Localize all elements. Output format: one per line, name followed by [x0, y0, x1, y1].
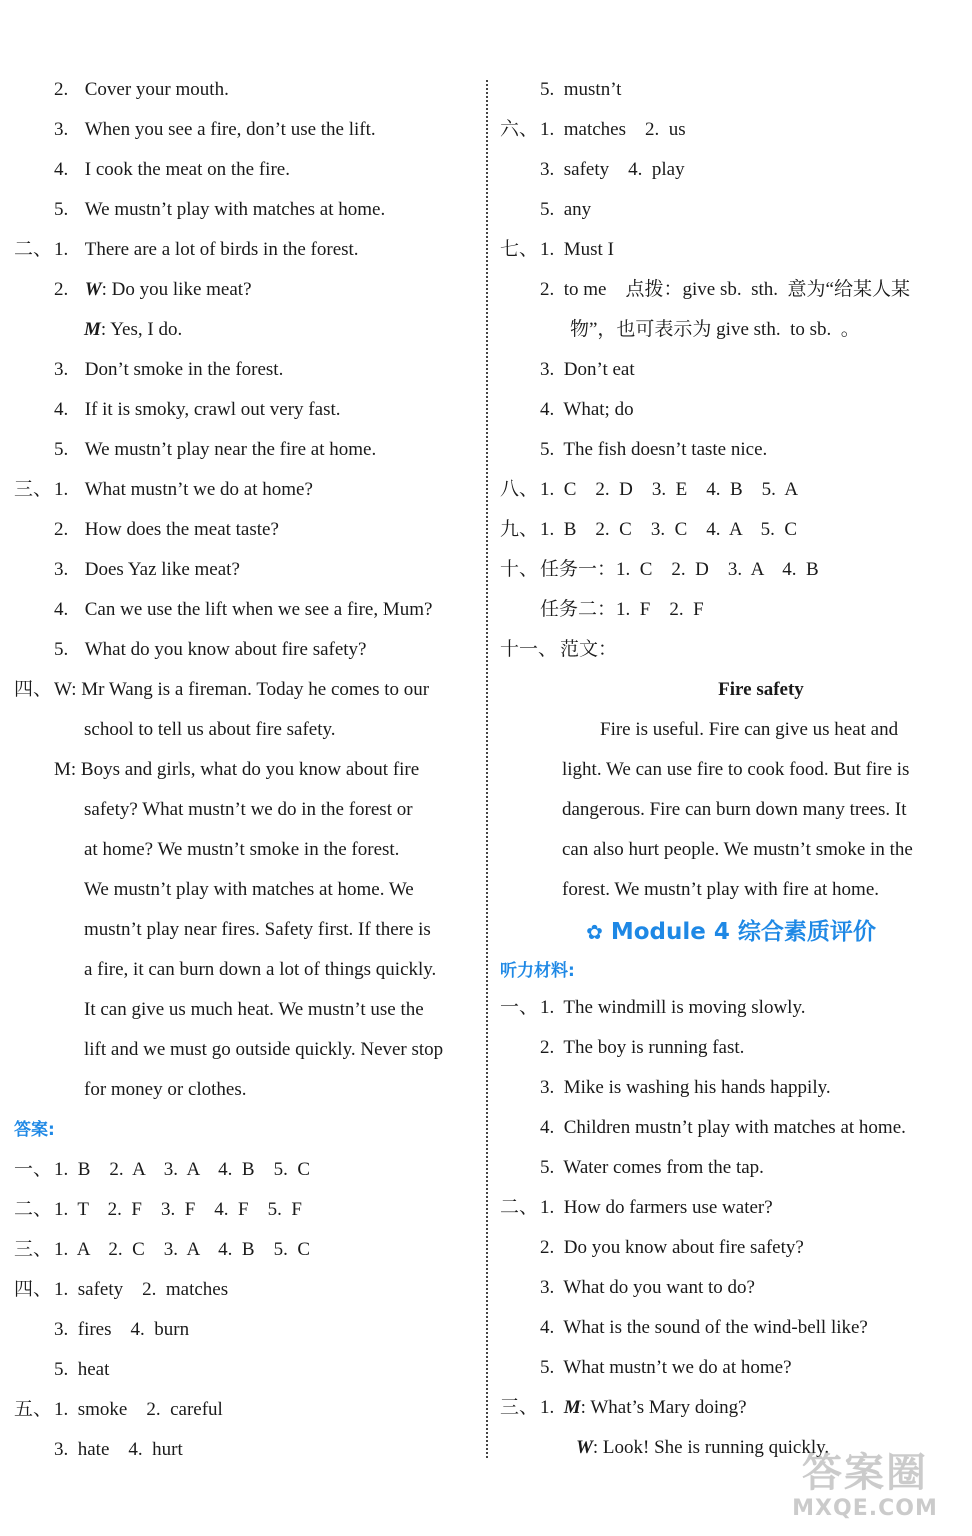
answer-row: 5. The fish doesn’t taste nice.	[540, 439, 768, 460]
answer-row: 十一、 范文：	[500, 630, 962, 670]
paragraph-line: We mustn’t play with matches at home. We	[84, 879, 414, 900]
list-item: 4. I cook the meat on the fire.	[54, 159, 290, 180]
paragraph-line: lift and we must go outside quickly. Never stop	[84, 1039, 444, 1060]
section-label: 一、	[500, 997, 539, 1018]
listening-item: 2. The boy is running fast.	[540, 1037, 745, 1058]
essay-line: forest. We mustn’t play with fire at home.	[562, 879, 880, 900]
answer-row: 3. hate 4. hurt	[54, 1439, 183, 1460]
section-label: 八、	[500, 479, 539, 500]
section-label: 三、	[14, 1239, 53, 1260]
answer-row: 5. heat	[54, 1359, 110, 1380]
section-label: 二、	[14, 1199, 53, 1220]
speaker-label: M	[563, 1397, 581, 1418]
speaker-label: M	[84, 319, 101, 340]
module-title: ✿ Module 4 综合素质评价	[500, 910, 962, 954]
section-label: 一、	[14, 1159, 53, 1180]
section-label: 七、	[500, 239, 539, 260]
answer-row: 二、 1. T 2. F 3. F 4. F 5. F	[14, 1190, 474, 1230]
listening-item: 3. What do you want to do?	[540, 1277, 755, 1298]
section-3-item-1: 三、 1. What mustn’t we do at home?	[14, 470, 474, 510]
answer-row: 3. fires 4. burn	[54, 1319, 190, 1340]
list-item: 4. Can we use the lift when we see a fire, Mum?	[54, 599, 433, 620]
section-4-w-line: 四、 W: Mr Wang is a fireman. Today he comes to our	[14, 670, 474, 710]
site-watermark	[770, 1450, 960, 1530]
answer-row: 五、 1. smoke 2. careful	[14, 1390, 474, 1430]
list-item: 5. We mustn’t play with matches at home.	[54, 199, 386, 220]
section-label: 四、	[14, 679, 53, 700]
answer-row: 4. What; do	[540, 399, 634, 420]
watermark-url: MXQE.COM	[792, 1496, 938, 1521]
answer-row: 3. safety 4. play	[540, 159, 685, 180]
answer-row: 四、 1. safety 2. matches	[14, 1270, 474, 1310]
list-item: 3. When you see a fire, don’t use the lift.	[54, 119, 376, 140]
answer-row: 十、 任务一：1. C 2. D 3. A 4. B	[500, 550, 962, 590]
list-item: 4. If it is smoky, crawl out very fast.	[54, 399, 341, 420]
section-label: 六、	[500, 119, 539, 140]
answer-row: 物”，也可表示为 give sth. to sb. 。	[570, 319, 860, 340]
listening-item: 4. Children mustn’t play with matches at home.	[540, 1117, 906, 1138]
answer-row: 2. to me 点拨：give sb. sth. 意为“给某人某	[540, 279, 910, 300]
answer-row: 任务二：1. F 2. F	[540, 599, 704, 620]
section-label: 三、	[500, 1397, 539, 1418]
listening-heading-row	[500, 954, 962, 988]
essay-line: can also hurt people. We mustn’t smoke in the	[562, 839, 913, 860]
answer-row: 3. Don’t eat	[540, 359, 635, 380]
list-item: M : Yes, I do.	[14, 310, 474, 350]
section-label: 九、	[500, 519, 539, 540]
paragraph-line: school to tell us about fire safety.	[84, 719, 336, 740]
left-column	[14, 70, 474, 1470]
list-item: 3. Does Yaz like meat?	[54, 559, 240, 580]
answers-heading: 答案:	[14, 1120, 55, 1140]
paragraph-line: It can give us much heat. We mustn’t use the	[84, 999, 424, 1020]
listening-item: 2. Do you know about fire safety?	[540, 1237, 804, 1258]
paragraph-line: mustn’t play near fires. Safety first. If there is	[84, 919, 431, 940]
list-item: 2. How does the meat taste?	[54, 519, 279, 540]
paw-icon: ✿	[586, 920, 603, 944]
list-item: 5. We mustn’t play near the fire at home.	[54, 439, 377, 460]
answer-row: 三、 1. A 2. C 3. A 4. B 5. C	[14, 1230, 474, 1270]
answer-row: 5. any	[540, 199, 592, 220]
section-label: 二、	[14, 239, 53, 260]
list-item: 2. Cover your mouth.	[54, 79, 229, 100]
paragraph-line: M: Boys and girls, what do you know about fire	[54, 759, 420, 780]
answer-row: 六、 1. matches 2. us	[500, 110, 962, 150]
answer-row: 八、 1. C 2. D 3. E 4. B 5. A	[500, 470, 962, 510]
section-label: 二、	[500, 1197, 539, 1218]
list-item: 3. Don’t smoke in the forest.	[54, 359, 284, 380]
paragraph-line: at home? We mustn’t smoke in the forest.	[84, 839, 400, 860]
listening-item: 3. Mike is washing his hands happily.	[540, 1077, 831, 1098]
right-column	[500, 70, 962, 1468]
listening-item: 一、 1. The windmill is moving slowly.	[500, 988, 962, 1028]
listening-item: 三、 1. M : What’s Mary doing?	[500, 1388, 962, 1428]
essay-line: light. We can use fire to cook food. But fire is	[562, 759, 910, 780]
section-label: 四、	[14, 1279, 53, 1300]
list-item: 5. What do you know about fire safety?	[54, 639, 367, 660]
essay-title: Fire safety	[718, 679, 804, 700]
essay-line: dangerous. Fire can burn down many trees. It	[562, 799, 907, 820]
listening-item: 二、 1. How do farmers use water?	[500, 1188, 962, 1228]
listening-heading: 听力材料:	[500, 961, 575, 981]
answer-row: 5. mustn’t	[540, 79, 622, 100]
section-label: 三、	[14, 479, 53, 500]
section-2-item-1: 二、 1. There are a lot of birds in the forest.	[14, 230, 474, 270]
paragraph-line: for money or clothes.	[84, 1079, 247, 1100]
answers-heading-row	[14, 1110, 474, 1150]
listening-item: W : Look! She is running quickly.	[500, 1428, 962, 1468]
section-label: 十、	[500, 559, 539, 580]
essay-line: Fire is useful. Fire can give us heat and	[600, 719, 899, 740]
listening-item: 5. What mustn’t we do at home?	[540, 1357, 792, 1378]
speaker-label: W	[576, 1437, 593, 1458]
list-item: 2. W : Do you like meat?	[14, 270, 474, 310]
paragraph-line: a fire, it can burn down a lot of things quickly.	[84, 959, 437, 980]
answer-row: 七、 1. Must I	[500, 230, 962, 270]
listening-item: 5. Water comes from the tap.	[540, 1157, 764, 1178]
section-label: 十一、	[500, 639, 558, 660]
answer-row: 九、 1. B 2. C 3. C 4. A 5. C	[500, 510, 962, 550]
paragraph-line: safety? What mustn’t we do in the forest or	[84, 799, 413, 820]
section-label: 五、	[14, 1399, 53, 1420]
listening-item: 4. What is the sound of the wind-bell like?	[540, 1317, 868, 1338]
speaker-label: W	[84, 279, 102, 300]
watermark-logo-text: 答案圈	[802, 1450, 928, 1496]
column-divider	[486, 80, 488, 1458]
answer-row: 一、 1. B 2. A 3. A 4. B 5. C	[14, 1150, 474, 1190]
